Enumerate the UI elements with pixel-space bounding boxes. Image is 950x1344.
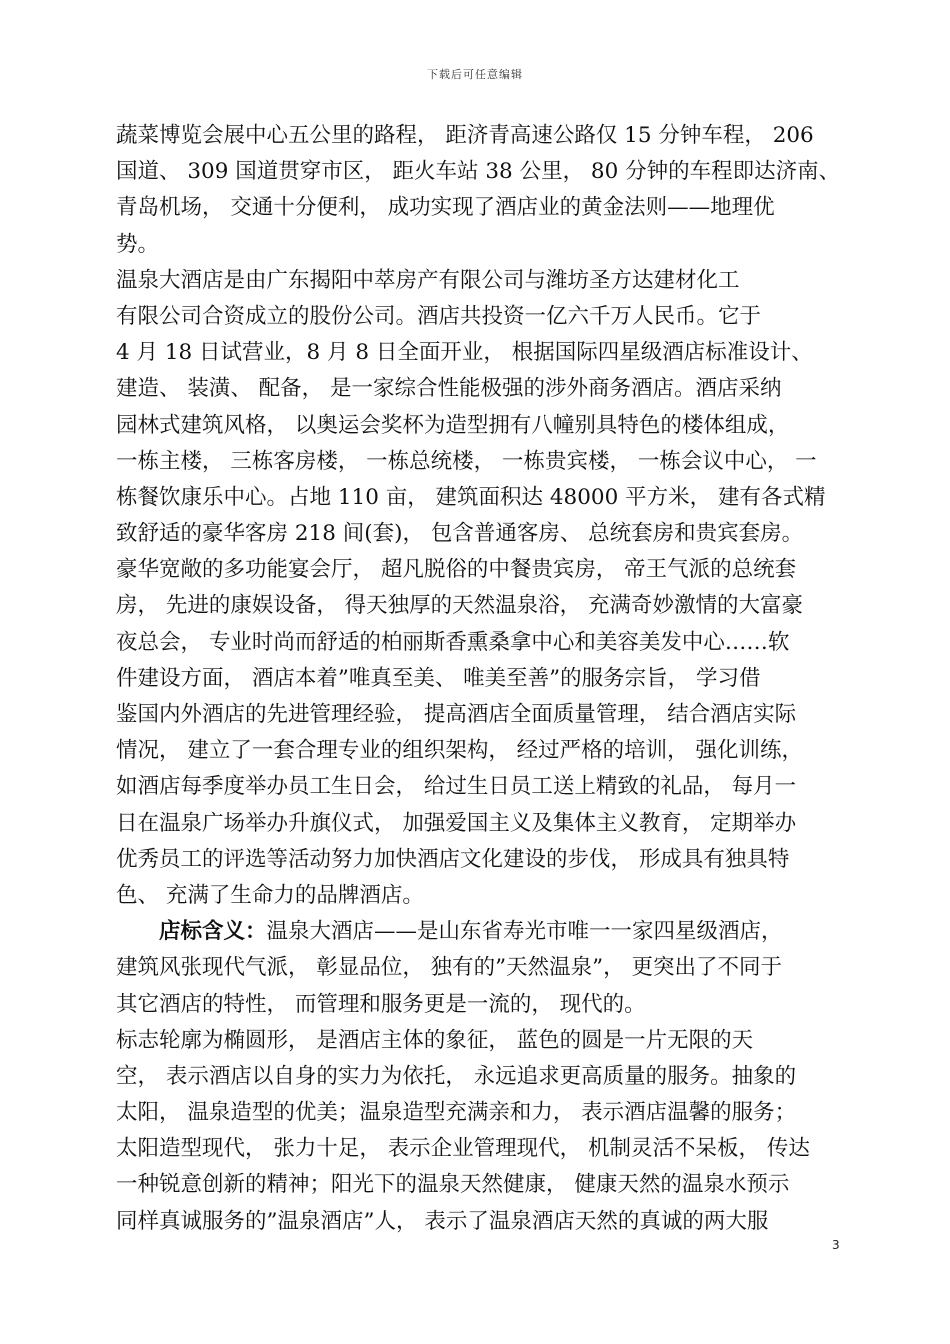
text-line: 件建设方面， 酒店本着”唯真至美、 唯美至善”的服务宗旨， 学习借	[116, 665, 761, 691]
text-line: 色、 充满了生命力的品牌酒店。	[116, 882, 424, 908]
text-line: 势。	[116, 231, 160, 257]
text-line: 有限公司合资成立的股份公司。酒店共投资一亿六千万人民币。它于	[116, 303, 762, 329]
text-line: 鉴国内外酒店的先进管理经验， 提高酒店全面质量管理， 结合酒店实际	[116, 702, 797, 727]
text-line: 空， 表示酒店以自身的实力为依托， 永远追求更高质量的服务。抽象的	[116, 1063, 797, 1089]
text-line: 温泉大酒店是由广东揭阳中萃房产有限公司与潍坊圣方达建材化工	[116, 267, 740, 293]
text-line: 情况， 建立了一套合理专业的组织架构， 经过严格的培训， 强化训练，	[116, 738, 804, 764]
logo-meaning-label: 店标含义：	[159, 919, 267, 945]
text-line: 栋餐饮康乐中心。占地 110 亩， 建筑面积达 48000 平方米， 建有各式精	[116, 484, 826, 510]
page-number: 3	[832, 1238, 840, 1252]
text-line: 4 月 18 日试营业，8 月 8 日全面开业， 根据国际四星级酒店标准设计、	[116, 340, 813, 366]
text-line: 园林式建筑风格， 以奥运会奖杯为造型拥有八幢别具特色的楼体组成，	[116, 412, 790, 438]
logo-meaning-line	[116, 914, 846, 950]
text-line: 优秀员工的评选等活动努力加快酒店文化建设的步伐， 形成具有独具特	[116, 846, 790, 872]
text-line: 其它酒店的特性， 而管理和服务更是一流的， 现代的。	[116, 991, 646, 1017]
text-line: 建筑风张现代气派， 彰显品位， 独有的”天然温泉”， 更突出了不同于	[116, 955, 782, 981]
text-line: 标志轮廓为椭圆形， 是酒店主体的象征， 蓝色的圆是一片无限的天	[116, 1027, 754, 1053]
text-line: 房， 先进的康娱设备， 得天独厚的天然温泉浴， 充满奇妙激情的大富豪	[116, 593, 804, 619]
text-line: 太阳， 温泉造型的优美；温泉造型充满亲和力， 表示酒店温馨的服务；	[116, 1100, 797, 1126]
text-line: 蔬菜博览会展中心五公里的路程， 距济青高速公路仅 15 分钟车程， 206	[116, 123, 814, 148]
text-line: 夜总会， 专业时尚而舒适的柏丽斯香熏桑拿中心和美容美发中心……软	[116, 629, 790, 655]
text-line: 一种锐意创新的精神；阳光下的温泉天然健康， 健康天然的温泉水预示	[116, 1172, 790, 1198]
text-line: 同样真诚服务的”温泉酒店”人， 表示了温泉酒店天然的真诚的两大服	[116, 1208, 769, 1234]
text-line: 日在温泉广场举办升旗仪式， 加强爱国主义及集体主义教育， 定期举办	[116, 810, 797, 836]
page-header: 下载后可任意编辑	[427, 68, 523, 81]
text-line: 国道、 309 国道贯穿市区， 距火车站 38 公里， 80 分钟的车程即达济南、	[116, 159, 841, 185]
text-line: 太阳造型现代， 张力十足， 表示企业管理现代， 机制灵活不呆板， 传达	[116, 1136, 810, 1162]
text-line: 致舒适的豪华客房 218 间(套)， 包含普通客房、 总统套房和贵宾套房。	[116, 521, 804, 547]
text-line: 一栋主楼， 三栋客房楼， 一栋总统楼， 一栋贵宾楼， 一栋会议中心， 一	[116, 448, 817, 474]
text-line: 如酒店每季度举办员工生日会， 给过生日员工送上精致的礼品， 每月一	[116, 774, 797, 800]
text-line: 建造、 装潢、 配备， 是一家综合性能极强的涉外商务酒店。酒店采纳	[116, 376, 782, 402]
logo-meaning-text: 温泉大酒店——是山东省寿光市唯一一家四星级酒店，	[266, 919, 783, 945]
text-line: 青岛机场， 交通十分便利， 成功实现了酒店业的黄金法则——地理优	[116, 195, 775, 221]
document-body	[116, 118, 846, 1240]
text-line: 豪华宽敞的多功能宴会厅， 超凡脱俗的中餐贵宾房， 帝王气派的总统套	[116, 557, 797, 583]
